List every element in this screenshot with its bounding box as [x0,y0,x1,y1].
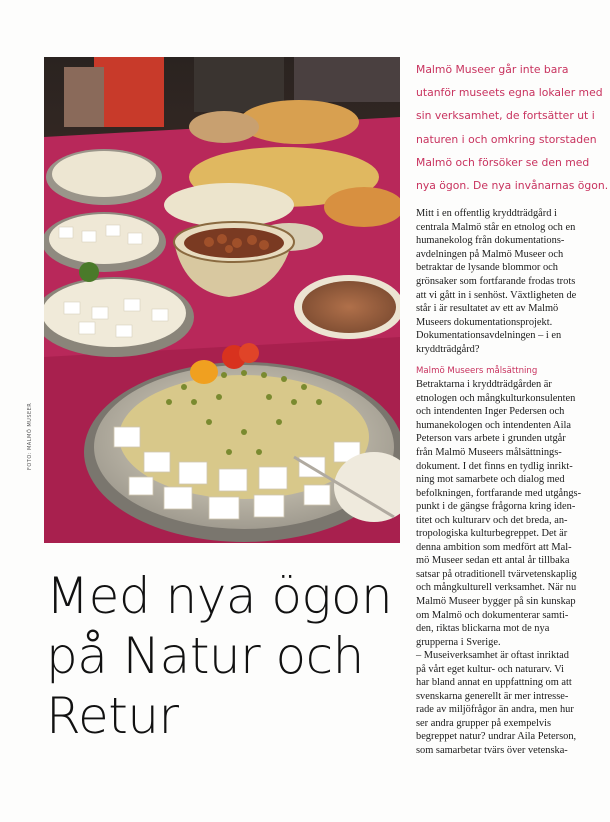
intro-line: utanför museets egna lokaler med [416,86,603,100]
section-subheading: Malmö Museers målsättning [416,366,538,377]
body-line: humanekologen och intendenten Aila [416,419,571,431]
body-line: titet och kulturarv och det breda, an- [416,514,568,526]
intro-line: nya ögon. De nya invånarnas ögon. [416,179,609,193]
body-line: ning mot samarbete och dialog med [416,474,565,486]
body-paragraph-2 [416,378,588,757]
text-column [416,58,609,758]
body-line: den, riktas blickarna mot de nya [416,623,550,635]
body-line: grönsaker som fortfarande frodas trots [416,275,576,287]
body-line: och intendenten Inger Pedersen och [416,406,565,418]
body-line: Dokumentationsavdelningen – i en [416,330,562,342]
photo-illustration [44,57,400,543]
body-line: från Malmö Museers målsättnings- [416,446,562,458]
body-line: tropologiska kulturbegreppet. Det är [416,528,568,540]
body-line: begreppet natur? undrar Aila Peterson, [416,731,577,743]
body-line: ser andra grupper på exempelvis [416,717,552,729]
body-line: grupperna i Sverige. [416,636,501,648]
intro-paragraph [416,58,609,197]
body-line: avdelningen på Malmö Museer och [416,248,564,260]
body-line: centrala Malmö står en etnolog och en [416,221,576,233]
body-line: betraktar de lysande blommor och [416,262,558,274]
body-line: punkt i de gängse frågorna kring iden- [416,501,576,513]
body-line: mö Museer sedan ett antal år tillbaka [416,555,570,567]
body-line: svenskarna generellt är mer intresse- [416,690,569,702]
title-line-2: på Natur och [46,627,364,685]
body-line: på vårt eget kultur- och naturarv. Vi [416,663,565,675]
title-line-3: Retur [46,687,179,745]
body-line: som samarbetar tvärs över vetenska- [416,745,568,756]
body-line: kryddträdgård? [416,343,480,355]
body-line: Peterson vars arbete i grunden utgår [416,433,566,445]
body-line: dokument. I det finns en tydlig inrikt- [416,460,573,472]
body-paragraph-1 [416,207,588,356]
photo-credit: FOTO: MALMÖ MUSEER [27,402,33,470]
intro-line: naturen i och omkring storstaden [416,132,597,146]
body-line: – Museiverksamhet är oftast inriktad [416,650,569,662]
food-platters-photo [44,57,400,543]
intro-line: sin verksamhet, de fortsätter ut i [416,109,595,123]
body-line: satsar på otraditionell tvärvetenskaplig [416,568,577,580]
body-line: Museers dokumentationsprojekt. [416,316,553,328]
body-line: om Malmö och dokumenterar samti- [416,609,569,621]
body-line: Betraktarna i kryddträdgården är [416,379,552,391]
body-line: och mångkulturell verksamhet. När nu [416,582,577,594]
body-line: etnologen och mångkulturkonsulenten [416,392,576,404]
body-line: står i är resultatet av ett av Malmö [416,303,559,315]
intro-line: Malmö och försöker se den med [416,155,590,169]
body-line: Malmö Museer bygger på sin kunskap [416,595,576,607]
body-line: humanekolog från dokumentations- [416,235,565,247]
body-line: befolkningen, fortfarande med utgångs- [416,487,582,499]
body-line: Mitt i en offentlig kryddträdgård i [416,208,557,220]
body-line: har bland annat en uppfattning om att [416,677,572,689]
body-line: denna ambition som medfört att Mal- [416,541,572,553]
intro-line: Malmö Museer går inte bara [416,63,569,76]
body-line: rade av miljöfrågor än andra, men hur [416,704,574,716]
page-title [46,566,406,746]
title-line-1: Med nya ögon [46,567,393,625]
body-line: att vi gått in i senhöst. Växtligheten de [416,289,577,301]
